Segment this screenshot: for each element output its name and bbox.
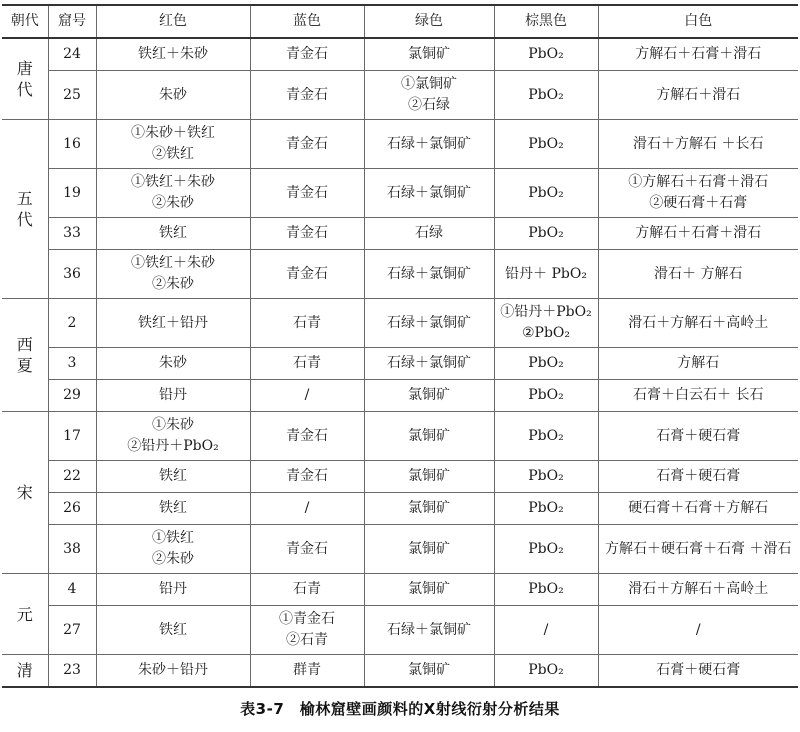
cell-line: 方解石＋石膏＋滑石 bbox=[635, 225, 762, 241]
white-cell bbox=[598, 380, 798, 412]
dynasty-char: 西 bbox=[16, 335, 33, 354]
blue-cell bbox=[250, 606, 364, 655]
cave-number-cell: 3 bbox=[48, 348, 96, 380]
green-cell bbox=[364, 412, 494, 461]
cell-line: / bbox=[304, 387, 310, 403]
blue-cell bbox=[250, 574, 364, 606]
cell-line: PbO₂ bbox=[528, 184, 564, 201]
cell-line: ①铁红＋朱砂 bbox=[131, 255, 215, 271]
dynasty-char: 唐 bbox=[16, 59, 33, 78]
cell-line: 滑石＋方解石＋高岭土 bbox=[628, 314, 769, 331]
cell-line: PbO₂ bbox=[528, 468, 564, 484]
green-cell bbox=[364, 120, 494, 169]
header-blue: 蓝色 bbox=[250, 5, 364, 38]
cave-number-cell: 17 bbox=[48, 412, 96, 461]
red-cell bbox=[96, 412, 250, 461]
dynasty-cell bbox=[2, 655, 48, 688]
red-cell bbox=[96, 38, 250, 71]
cell-line: 氯铜矿 bbox=[408, 540, 450, 557]
cell-line: 滑石＋方解石＋高岭土 bbox=[628, 581, 769, 597]
cell-line: 氯铜矿 bbox=[408, 500, 450, 516]
cell-line: ①朱砂 bbox=[152, 417, 194, 433]
cell-line: 石膏＋白云石＋ 长石 bbox=[633, 387, 764, 403]
cell-line: 群青 bbox=[293, 662, 321, 678]
white-cell bbox=[598, 606, 798, 655]
dynasty-char: 夏 bbox=[16, 356, 33, 375]
cave-number-cell: 26 bbox=[48, 493, 96, 525]
cave-number-cell: 23 bbox=[48, 655, 96, 688]
white-cell bbox=[598, 120, 798, 169]
cell-line: 石绿＋氯铜矿 bbox=[387, 621, 471, 638]
brown-black-cell bbox=[494, 525, 598, 574]
cell-line: ①铁红 bbox=[152, 530, 194, 546]
table-row bbox=[2, 461, 798, 493]
green-cell bbox=[364, 606, 494, 655]
white-cell bbox=[598, 655, 798, 688]
cave-number-cell: 22 bbox=[48, 461, 96, 493]
cell-line: 青金石 bbox=[286, 540, 328, 557]
cell-line: 氯铜矿 bbox=[408, 662, 450, 678]
cell-line: ②硬石膏＋石膏 bbox=[649, 195, 748, 211]
cell-line: PbO₂ bbox=[528, 427, 564, 444]
cell-line: ②石绿 bbox=[408, 97, 450, 113]
cell-line: 青金石 bbox=[286, 265, 328, 282]
brown-black-cell bbox=[494, 218, 598, 250]
red-cell bbox=[96, 71, 250, 120]
table-row bbox=[2, 120, 798, 169]
white-cell bbox=[598, 250, 798, 299]
red-cell bbox=[96, 250, 250, 299]
blue-cell bbox=[250, 250, 364, 299]
brown-black-cell bbox=[494, 348, 598, 380]
blue-cell bbox=[250, 71, 364, 120]
cell-line: ②朱砂 bbox=[152, 276, 194, 292]
brown-black-cell bbox=[494, 412, 598, 461]
white-cell bbox=[598, 71, 798, 120]
cell-line: 青金石 bbox=[286, 468, 328, 484]
cell-line: PbO₂ bbox=[528, 387, 564, 403]
cell-line: 方解石＋硬石膏＋石膏 ＋滑石 bbox=[605, 540, 792, 557]
cell-line: 青金石 bbox=[286, 184, 328, 201]
table-row bbox=[2, 574, 798, 606]
cave-number-cell: 16 bbox=[48, 120, 96, 169]
cave-number-cell: 19 bbox=[48, 169, 96, 218]
table-row bbox=[2, 71, 798, 120]
cell-line: 氯铜矿 bbox=[408, 387, 450, 403]
table-row bbox=[2, 655, 798, 688]
cell-line: PbO₂ bbox=[528, 135, 564, 152]
white-cell bbox=[598, 525, 798, 574]
table-row bbox=[2, 380, 798, 412]
cell-line: PbO₂ bbox=[528, 500, 564, 516]
brown-black-cell bbox=[494, 574, 598, 606]
cell-line: 石绿＋氯铜矿 bbox=[387, 135, 471, 152]
cell-line: ①朱砂＋铁红 bbox=[131, 125, 215, 141]
cave-number-cell: 27 bbox=[48, 606, 96, 655]
cell-line: PbO₂ bbox=[528, 86, 564, 103]
cell-line: 朱砂 bbox=[159, 86, 187, 103]
cave-number-cell: 33 bbox=[48, 218, 96, 250]
green-cell bbox=[364, 38, 494, 71]
dynasty-char: 宋 bbox=[16, 483, 33, 502]
pigment-analysis-table bbox=[2, 4, 798, 688]
cell-line: 青金石 bbox=[286, 427, 328, 444]
green-cell bbox=[364, 493, 494, 525]
cell-line: PbO₂ bbox=[528, 355, 564, 371]
cell-line: PbO₂ bbox=[528, 581, 564, 597]
cell-line: 方解石 bbox=[677, 355, 720, 371]
cell-line: 铅丹＋ PbO₂ bbox=[505, 265, 587, 282]
cell-line: 朱砂 bbox=[159, 355, 187, 371]
cell-line: 滑石＋方解石 ＋长石 bbox=[633, 135, 764, 152]
cell-line: / bbox=[695, 621, 701, 638]
table-body bbox=[2, 38, 798, 687]
header-green: 绿色 bbox=[364, 5, 494, 38]
red-cell bbox=[96, 380, 250, 412]
green-cell bbox=[364, 380, 494, 412]
blue-cell bbox=[250, 655, 364, 688]
cell-line: ②朱砂 bbox=[152, 551, 194, 567]
cell-line: 石青 bbox=[293, 314, 321, 331]
red-cell bbox=[96, 218, 250, 250]
red-cell bbox=[96, 606, 250, 655]
cell-line: 石绿＋氯铜矿 bbox=[387, 314, 471, 331]
cell-line: / bbox=[543, 621, 549, 638]
blue-cell bbox=[250, 218, 364, 250]
cell-line: 石绿＋氯铜矿 bbox=[387, 355, 471, 371]
dynasty-cell bbox=[2, 574, 48, 655]
cell-line: 青金石 bbox=[286, 86, 328, 103]
blue-cell bbox=[250, 525, 364, 574]
header-brown-black: 棕黑色 bbox=[494, 5, 598, 38]
cell-line: ②石青 bbox=[286, 632, 328, 648]
cell-line: 硬石膏＋石膏＋方解石 bbox=[628, 500, 769, 516]
white-cell bbox=[598, 574, 798, 606]
red-cell bbox=[96, 169, 250, 218]
cell-line: 方解石＋石膏＋滑石 bbox=[635, 46, 762, 62]
white-cell bbox=[598, 38, 798, 71]
white-cell bbox=[598, 412, 798, 461]
blue-cell bbox=[250, 493, 364, 525]
cell-line: / bbox=[304, 500, 310, 516]
brown-black-cell bbox=[494, 38, 598, 71]
table-row bbox=[2, 299, 798, 348]
brown-black-cell bbox=[494, 655, 598, 688]
cave-number-cell: 2 bbox=[48, 299, 96, 348]
cell-line: 方解石＋滑石 bbox=[656, 86, 741, 103]
white-cell bbox=[598, 493, 798, 525]
brown-black-cell bbox=[494, 493, 598, 525]
cell-line: ①铁红＋朱砂 bbox=[131, 174, 215, 190]
cell-line: 铁红 bbox=[159, 500, 187, 516]
blue-cell bbox=[250, 169, 364, 218]
cell-line: ①青金石 bbox=[279, 611, 335, 627]
header-red: 红色 bbox=[96, 5, 250, 38]
cell-line: 氯铜矿 bbox=[408, 46, 450, 62]
red-cell bbox=[96, 574, 250, 606]
cell-line: 青金石 bbox=[286, 46, 328, 62]
document-page bbox=[2, 4, 798, 688]
cell-line: 石绿＋氯铜矿 bbox=[387, 184, 471, 201]
brown-black-cell bbox=[494, 71, 598, 120]
cell-line: 铅丹 bbox=[159, 387, 187, 403]
green-cell bbox=[364, 299, 494, 348]
dynasty-cell bbox=[2, 299, 48, 412]
cave-number-cell: 38 bbox=[48, 525, 96, 574]
cell-line: 铁红 bbox=[159, 621, 187, 638]
green-cell bbox=[364, 348, 494, 380]
green-cell bbox=[364, 525, 494, 574]
dynasty-char: 五 bbox=[16, 189, 33, 208]
blue-cell bbox=[250, 120, 364, 169]
table-header bbox=[2, 5, 798, 38]
cell-line: ②铅丹＋PbO₂ bbox=[127, 438, 219, 454]
cell-line: 石绿＋氯铜矿 bbox=[387, 265, 471, 282]
header-white: 白色 bbox=[598, 5, 798, 38]
dynasty-char: 代 bbox=[16, 210, 33, 229]
cell-line: ②PbO₂ bbox=[521, 325, 571, 341]
dynasty-char: 元 bbox=[16, 604, 33, 624]
brown-black-cell bbox=[494, 169, 598, 218]
table-row bbox=[2, 250, 798, 299]
table-row bbox=[2, 525, 798, 574]
cell-line: PbO₂ bbox=[528, 540, 564, 557]
red-cell bbox=[96, 493, 250, 525]
blue-cell bbox=[250, 348, 364, 380]
cave-number-cell: 24 bbox=[48, 38, 96, 71]
cell-line: 铁红＋铅丹 bbox=[138, 314, 208, 331]
table-row bbox=[2, 218, 798, 250]
dynasty-cell bbox=[2, 120, 48, 299]
table-row bbox=[2, 606, 798, 655]
cell-line: 铅丹 bbox=[159, 581, 187, 597]
brown-black-cell bbox=[494, 250, 598, 299]
cave-number-cell: 36 bbox=[48, 250, 96, 299]
red-cell bbox=[96, 655, 250, 688]
brown-black-cell bbox=[494, 120, 598, 169]
cell-line: 石青 bbox=[293, 581, 321, 597]
red-cell bbox=[96, 120, 250, 169]
red-cell bbox=[96, 299, 250, 348]
header-row bbox=[2, 5, 798, 38]
red-cell bbox=[96, 461, 250, 493]
cave-number-cell: 4 bbox=[48, 574, 96, 606]
cell-line: ②朱砂 bbox=[152, 195, 194, 211]
cell-line: 滑石＋ 方解石 bbox=[654, 265, 743, 282]
cell-line: 氯铜矿 bbox=[408, 427, 450, 444]
cell-line: 青金石 bbox=[286, 135, 328, 152]
white-cell bbox=[598, 461, 798, 493]
green-cell bbox=[364, 574, 494, 606]
blue-cell bbox=[250, 38, 364, 71]
cell-line: ①方解石＋石膏＋滑石 bbox=[628, 174, 769, 190]
table-row bbox=[2, 348, 798, 380]
red-cell bbox=[96, 525, 250, 574]
brown-black-cell bbox=[494, 380, 598, 412]
dynasty-cell bbox=[2, 412, 48, 574]
cell-line: 氯铜矿 bbox=[408, 581, 450, 597]
cell-line: PbO₂ bbox=[528, 225, 564, 241]
cell-line: PbO₂ bbox=[528, 46, 564, 62]
table-row bbox=[2, 493, 798, 525]
cell-line: 石膏＋硬石膏 bbox=[656, 427, 741, 444]
green-cell bbox=[364, 169, 494, 218]
white-cell bbox=[598, 218, 798, 250]
cell-line: 氯铜矿 bbox=[408, 468, 450, 484]
brown-black-cell bbox=[494, 461, 598, 493]
cell-line: PbO₂ bbox=[528, 662, 564, 678]
cell-line: 石膏＋硬石膏 bbox=[656, 468, 741, 484]
cell-line: 朱砂＋铅丹 bbox=[138, 662, 208, 678]
blue-cell bbox=[250, 412, 364, 461]
cell-line: 铁红 bbox=[159, 468, 187, 484]
dynasty-char: 清 bbox=[16, 661, 33, 680]
green-cell bbox=[364, 461, 494, 493]
cell-line: 铁红 bbox=[159, 225, 187, 241]
cell-line: 铁红＋朱砂 bbox=[138, 46, 208, 62]
red-cell bbox=[96, 348, 250, 380]
white-cell bbox=[598, 299, 798, 348]
green-cell bbox=[364, 71, 494, 120]
table-caption: 表3-7 榆林窟壁画颜料的X射线衍射分析结果 bbox=[240, 700, 560, 718]
cell-line: 青金石 bbox=[286, 225, 328, 241]
blue-cell bbox=[250, 380, 364, 412]
dynasty-cell bbox=[2, 38, 48, 120]
header-dynasty: 朝代 bbox=[2, 5, 48, 38]
green-cell bbox=[364, 250, 494, 299]
cave-number-cell: 29 bbox=[48, 380, 96, 412]
cell-line: ①铅丹＋PbO₂ bbox=[500, 304, 592, 320]
header-cave-number: 窟号 bbox=[48, 5, 96, 38]
cave-number-cell: 25 bbox=[48, 71, 96, 120]
white-cell bbox=[598, 169, 798, 218]
table-row bbox=[2, 38, 798, 71]
blue-cell bbox=[250, 299, 364, 348]
green-cell bbox=[364, 655, 494, 688]
blue-cell bbox=[250, 461, 364, 493]
dynasty-char: 代 bbox=[16, 80, 33, 99]
cell-line: ②铁红 bbox=[152, 146, 194, 162]
cell-line: 石膏＋硬石膏 bbox=[656, 662, 741, 678]
green-cell bbox=[364, 218, 494, 250]
brown-black-cell bbox=[494, 606, 598, 655]
cell-line: ①氯铜矿 bbox=[401, 76, 457, 92]
cell-line: 石青 bbox=[293, 355, 321, 371]
table-row bbox=[2, 169, 798, 218]
white-cell bbox=[598, 348, 798, 380]
table-row bbox=[2, 412, 798, 461]
cell-line: 石绿 bbox=[415, 225, 443, 241]
brown-black-cell bbox=[494, 299, 598, 348]
